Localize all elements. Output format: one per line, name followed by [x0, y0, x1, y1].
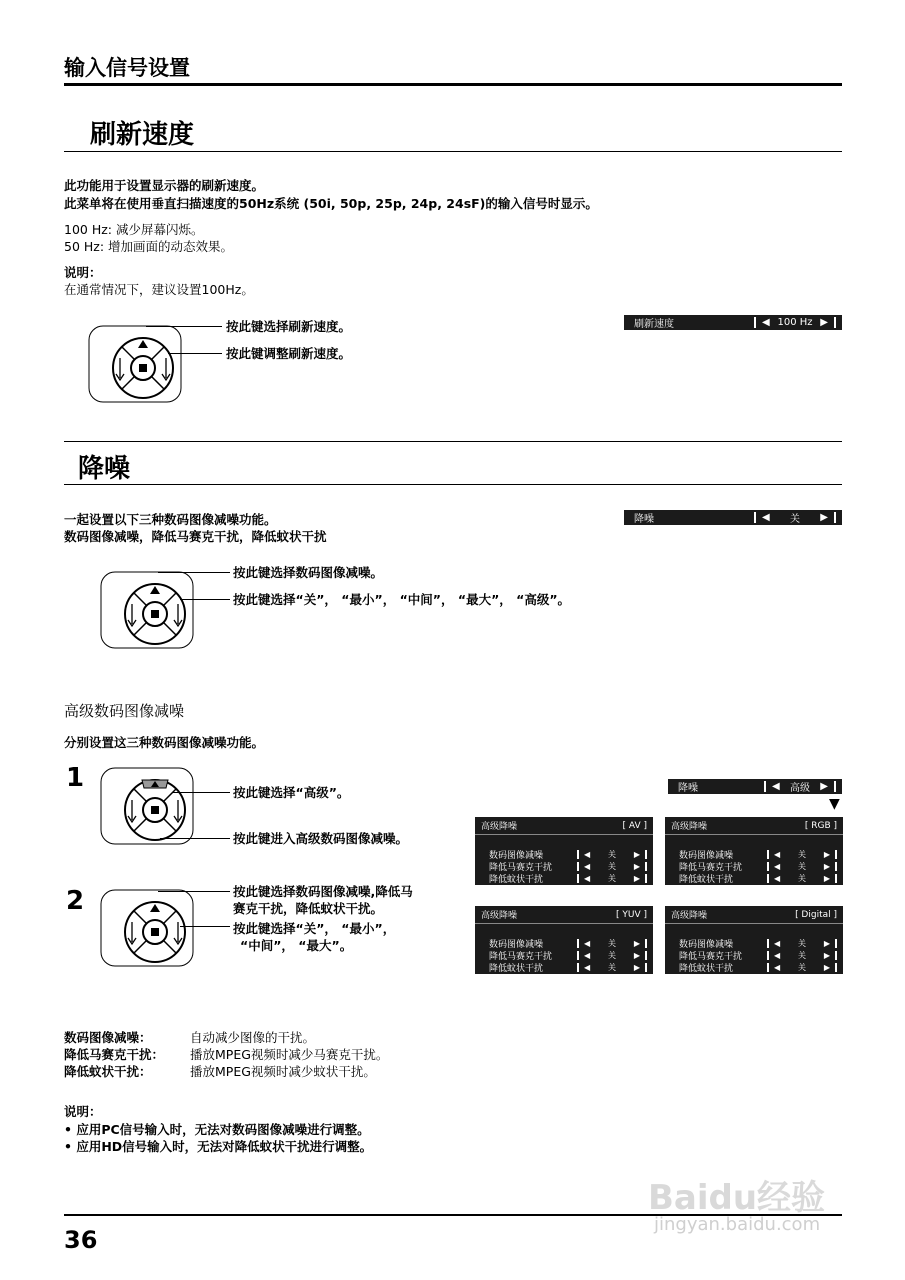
nr-key-options: 按此键选择“关”， “最小”， “中间”， “最大”， “高级”。 [233, 592, 571, 607]
callout-line-step2-a [158, 891, 230, 892]
callout-line-step1-a [172, 792, 230, 793]
refresh-note-text: 在通常情况下，建议设置100Hz。 [64, 282, 254, 297]
arrow-right-icon: ▶ [633, 963, 640, 972]
arrow-left-icon: ◀ [584, 939, 591, 948]
panel-row-label: 降低蚊状干扰 [679, 964, 734, 974]
refresh-option-50: 50 Hz: 增加画面的动态效果。 [64, 239, 234, 254]
callout-line-nr-options [180, 599, 230, 600]
arrow-down-icon: ▼ [829, 796, 840, 812]
refresh-key-select: 按此键选择刷新速度。 [226, 319, 352, 334]
section-rule-refresh [64, 151, 842, 152]
step-1-number: 1 [66, 763, 85, 793]
panel-row-label: 降低马赛克干扰 [489, 863, 553, 873]
panel-title: 高级降噪 [481, 911, 518, 921]
def-term-mosquito: 降低蚊状干扰： [64, 1064, 152, 1079]
refresh-desc-1: 此功能用于设置显示器的刷新速度。 [64, 178, 265, 193]
arrow-left-icon: ◀ [762, 512, 770, 523]
panel-row-value: 关 [608, 850, 616, 859]
section-rule-nr [64, 484, 842, 485]
panel-row-label: 降低马赛克干扰 [679, 952, 743, 962]
osd-adv-value-box [764, 781, 836, 792]
arrow-left-icon: ◀ [774, 850, 781, 859]
callout-line-step2-b [180, 926, 230, 927]
osd-refresh-value: 100 Hz [777, 317, 813, 328]
panel-row-value: 关 [608, 939, 616, 948]
page-header-title: 输入信号设置 [64, 56, 190, 80]
arrow-right-icon: ▶ [633, 939, 640, 948]
arrow-left-icon: ◀ [772, 781, 780, 792]
panel-tag: [ AV ] [622, 820, 647, 831]
arrow-right-icon: ▶ [820, 317, 828, 328]
def-term-mosaic: 降低马赛克干扰： [64, 1047, 165, 1062]
panel-row-label: 数码图像减噪 [679, 851, 734, 861]
osd-nr-value: 关 [790, 514, 800, 525]
callout-line-step1-b [160, 838, 230, 839]
panel-tag: [ YUV ] [616, 909, 647, 920]
advanced-desc: 分别设置这三种数码图像减噪功能。 [64, 735, 265, 750]
nr-desc-1: 一起设置以下三种数码图像减噪功能。 [64, 512, 277, 527]
panel-row-label: 降低蚊状干扰 [489, 875, 544, 885]
panel-title: 高级降噪 [671, 911, 708, 921]
panel-title: 高级降噪 [481, 822, 518, 832]
section-title-refresh: 刷新速度 [90, 120, 195, 150]
step2-instruction-b2: “中间”， “最大”。 [240, 938, 353, 953]
remote-control-refresh [88, 320, 198, 404]
panel-advanced-yuv [475, 906, 653, 974]
nr-desc-2: 数码图像减噪，降低马赛克干扰，降低蚊状干扰 [64, 529, 327, 544]
notes-label: 说明： [64, 1104, 102, 1119]
panel-row-label: 降低蚊状干扰 [489, 964, 544, 974]
panel-row-value: 关 [608, 862, 616, 871]
arrow-left-icon: ◀ [762, 317, 770, 328]
osd-adv-value: 高级 [790, 783, 810, 794]
panel-row-value: 关 [798, 939, 806, 948]
refresh-key-adjust: 按此键调整刷新速度。 [226, 346, 352, 361]
callout-line-refresh-adjust [168, 353, 222, 354]
panel-row-label: 数码图像减噪 [489, 851, 544, 861]
arrow-right-icon: ▶ [823, 939, 830, 948]
panel-tag: [ Digital ] [795, 909, 837, 920]
osd-noise-reduction [624, 510, 842, 525]
header-rule [64, 83, 842, 86]
panel-row-value: 关 [608, 951, 616, 960]
def-term-dnr: 数码图像减噪： [64, 1030, 152, 1045]
refresh-option-100: 100 Hz: 减少屏幕闪烁。 [64, 222, 204, 237]
refresh-desc-2: 此菜单将在使用垂直扫描速度的50Hz系统 (50i, 50p, 25p, 24p, 24sF)的输入信号时显示。 [64, 196, 598, 211]
arrow-right-icon: ▶ [820, 512, 828, 523]
arrow-right-icon: ▶ [633, 951, 640, 960]
panel-row-label: 降低马赛克干扰 [489, 952, 553, 962]
panel-title: 高级降噪 [671, 822, 708, 832]
arrow-right-icon: ▶ [633, 862, 640, 871]
panel-row-label: 降低马赛克干扰 [679, 863, 743, 873]
note-item-pc: • 应用PC信号输入时，无法对数码图像减噪进行调整。 [64, 1122, 370, 1137]
callout-line-refresh-select [146, 326, 222, 327]
osd-nr-label: 降噪 [634, 514, 654, 525]
panel-row-value: 关 [798, 963, 806, 972]
osd-refresh-rate [624, 315, 842, 330]
panel-tag: [ RGB ] [804, 820, 837, 831]
step2-instruction-a2: 赛克干扰，降低蚊状干扰。 [233, 901, 384, 916]
def-desc-mosquito: 播放MPEG视频时减少蚊状干扰。 [190, 1064, 376, 1079]
panel-row-value: 关 [798, 951, 806, 960]
panel-advanced-rgb [665, 817, 843, 885]
remote-control-nr [100, 566, 210, 650]
note-item-hd: • 应用HD信号输入时，无法对降低蚊状干扰进行调整。 [64, 1139, 373, 1154]
step2-instruction-b1: 按此键选择“关”， “最小”， [233, 921, 396, 936]
arrow-left-icon: ◀ [584, 951, 591, 960]
advanced-title: 高级数码图像减噪 [64, 702, 185, 720]
arrow-right-icon: ▶ [823, 963, 830, 972]
arrow-left-icon: ◀ [774, 874, 781, 883]
def-desc-dnr: 自动减少图像的干扰。 [190, 1030, 316, 1045]
step1-instruction-b: 按此键进入高级数码图像减噪。 [233, 831, 409, 846]
arrow-left-icon: ◀ [774, 939, 781, 948]
section-rule-nr-top [64, 441, 842, 442]
osd-refresh-label: 刷新速度 [634, 319, 674, 330]
arrow-left-icon: ◀ [774, 951, 781, 960]
step2-instruction-a1: 按此键选择数码图像减噪,降低马 [233, 884, 413, 899]
panel-row-value: 关 [608, 874, 616, 883]
def-desc-mosaic: 播放MPEG视频时减少马赛克干扰。 [190, 1047, 389, 1062]
arrow-left-icon: ◀ [584, 862, 591, 871]
panel-advanced-digital [665, 906, 843, 974]
arrow-left-icon: ◀ [774, 963, 781, 972]
panel-row-label: 降低蚊状干扰 [679, 875, 734, 885]
panel-row-label: 数码图像减噪 [489, 940, 544, 950]
arrow-right-icon: ▶ [820, 781, 828, 792]
arrow-left-icon: ◀ [584, 850, 591, 859]
remote-dpad-icon [100, 762, 210, 846]
osd-adv-label: 降噪 [678, 783, 698, 794]
callout-line-nr-select [158, 572, 230, 573]
section-title-nr: 降噪 [78, 454, 131, 484]
panel-row-value: 关 [608, 963, 616, 972]
panel-row-label: 数码图像减噪 [679, 940, 734, 950]
arrow-right-icon: ▶ [633, 874, 640, 883]
osd-nr-value-box [754, 512, 836, 523]
arrow-right-icon: ▶ [823, 951, 830, 960]
panel-row-value: 关 [798, 850, 806, 859]
panel-row-value: 关 [798, 874, 806, 883]
osd-refresh-value-box [754, 317, 836, 328]
watermark-brand: Baidu经验 [648, 1178, 826, 1218]
panel-row-value: 关 [798, 862, 806, 871]
remote-dpad-icon [88, 320, 198, 404]
remote-control-step1 [100, 762, 210, 846]
step-2-number: 2 [66, 886, 85, 916]
watermark-url: jingyan.baidu.com [654, 1214, 821, 1235]
arrow-right-icon: ▶ [823, 874, 830, 883]
arrow-left-icon: ◀ [584, 963, 591, 972]
arrow-right-icon: ▶ [823, 850, 830, 859]
remote-dpad-icon [100, 566, 210, 650]
refresh-note-label: 说明： [64, 265, 102, 280]
step1-instruction-a: 按此键选择“高级”。 [233, 785, 350, 800]
panel-advanced-av [475, 817, 653, 885]
arrow-left-icon: ◀ [774, 862, 781, 871]
page-number: 36 [64, 1226, 98, 1254]
arrow-right-icon: ▶ [633, 850, 640, 859]
osd-nr-advanced [668, 779, 842, 794]
nr-key-select: 按此键选择数码图像减噪。 [233, 565, 384, 580]
arrow-right-icon: ▶ [823, 862, 830, 871]
arrow-left-icon: ◀ [584, 874, 591, 883]
